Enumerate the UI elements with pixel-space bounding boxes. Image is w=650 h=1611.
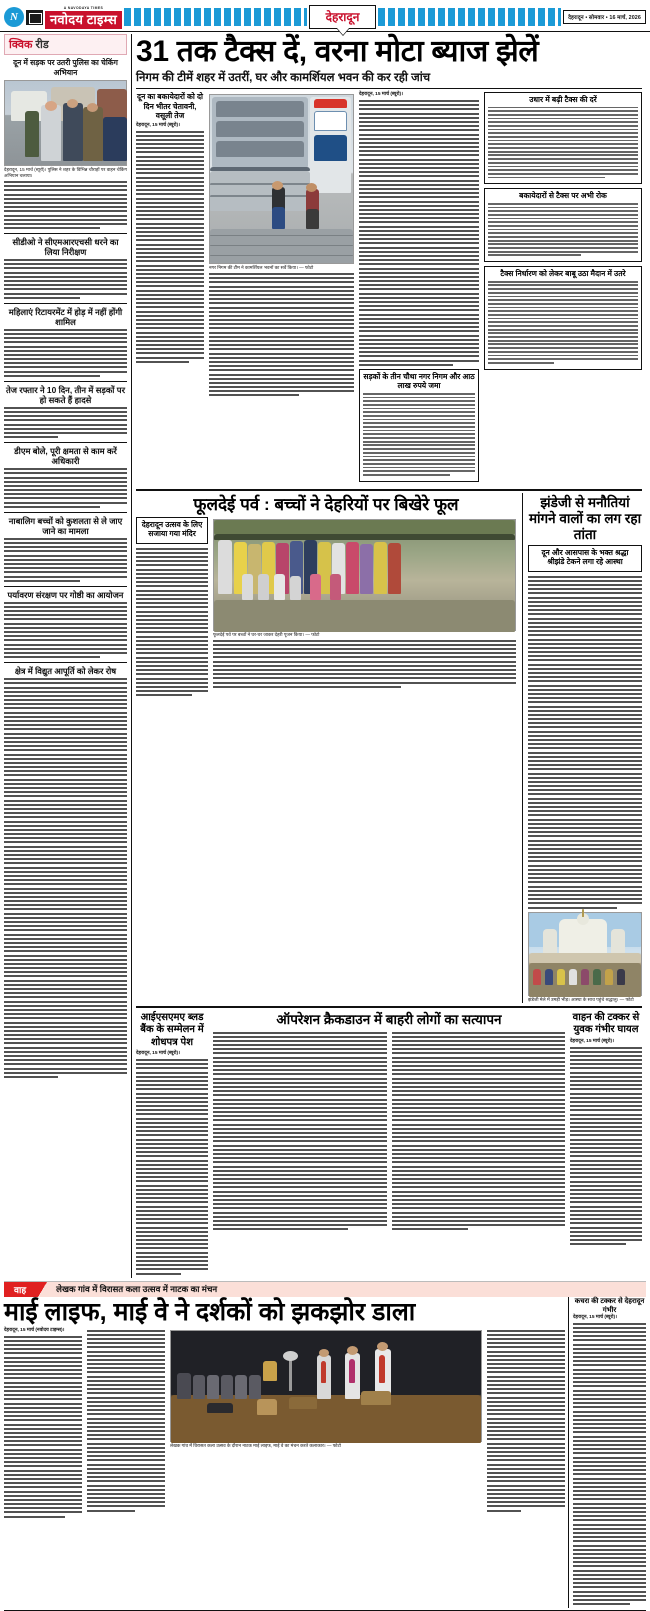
lead-col-3 — [359, 92, 479, 486]
lead-box-4 — [484, 266, 642, 369]
photo-commercial-building — [209, 94, 354, 264]
left-headline-7[interactable]: क्षेत्र में विद्युत आपूर्ति को लेकर रोष — [4, 662, 127, 676]
lower-headline-b[interactable]: ऑपरेशन क्रैकडाउन में बाहरी लोगों का सत्यापन — [276, 1011, 502, 1027]
photo-caption-jhandeji: झंडेजी मेले में उमड़ी भीड़। आस्था के साथ पहुंचे श्रद्धालु। — फोटो — [528, 996, 634, 1002]
newspaper-flag-icon — [26, 10, 43, 25]
section-divider-2 — [136, 1006, 642, 1008]
wah-banner — [4, 1281, 646, 1297]
photo-caption-police: देहरादून, 15 मार्च (ब्यूरो)। पुलिस ने शहर के विभिन्न चौराहों पर वाहन चेकिंग अभियान चलाया। — [4, 167, 127, 178]
left-body-3 — [4, 329, 127, 377]
lower-body-c — [570, 1047, 642, 1246]
logo-title: नवोदय टाइम्स — [45, 11, 122, 29]
masthead-bar-left — [124, 8, 307, 26]
bottom-side-title[interactable]: कचरा की टक्कर से देहरादून गंभीर — [574, 1297, 645, 1314]
wah-banner-text: लेखक गांव में विरासत कला उत्सव में नाटक का मंचन — [56, 1284, 218, 1295]
photo-jhandeji-temple — [528, 912, 642, 996]
bottom-headline[interactable]: माई लाइफ, माई वे ने दर्शकों को झकझोर डाला — [4, 1297, 416, 1326]
lower-col-b — [213, 1010, 565, 1278]
photo-police-checking — [4, 80, 127, 166]
lead-box3-title: सड़कों के तीन चौथा नगर निगम और आठ लाख रुपये जमा — [363, 371, 475, 391]
lead-box4-body — [488, 281, 638, 364]
bottom-columns — [4, 1326, 565, 1521]
left-body-6 — [4, 538, 127, 582]
photo-stage-drama — [170, 1330, 482, 1442]
main-column — [132, 34, 646, 1278]
lead-box2-title: बकायेदारों से टैक्स पर अभी रोक — [519, 191, 607, 201]
left-headline-3[interactable]: तेज रफ्तार ने 10 दिन, तीन में सड़कों पर हो सकते हैं हादसे — [4, 381, 127, 405]
lead-story-columns — [136, 92, 642, 486]
left-body-5 — [4, 468, 127, 508]
mid-headline[interactable]: फूलदेई पर्व : बच्चों ने देहरियों पर बिखेरे फूल — [193, 494, 459, 514]
lead-box-2 — [484, 188, 642, 262]
photo-caption-drama: लेखक गांव में विरासत कला उत्सव के दौरान नाटक माई लाइफ, माई वे का मंचन करते कलाकार। — फोटो — [170, 1442, 341, 1448]
quick-read-label: क्विक — [9, 39, 33, 51]
lead-box-3 — [359, 369, 479, 482]
left-body-8 — [4, 678, 127, 1078]
dateline: देहरादून • सोमवार • 16 मार्च, 2026 — [563, 10, 646, 24]
section-divider-1 — [136, 489, 642, 491]
masthead-bar-right — [378, 8, 561, 26]
lead-col-2 — [209, 92, 354, 486]
lower-col-c — [570, 1010, 642, 1278]
bottom-main — [4, 1297, 565, 1609]
lower-col-a — [136, 1010, 208, 1278]
left-body-2 — [4, 259, 127, 299]
left-headline-5[interactable]: नाबालिग बच्चों को कुशलता से ले जाए जाने का मामला — [4, 512, 127, 536]
lead-col-4 — [484, 92, 642, 486]
left-headline-1[interactable]: सीडीओ ने सीएमआरएचसी धरने का लिया निरीक्षण — [4, 233, 127, 257]
bottom-col-2 — [87, 1328, 165, 1521]
bottom-right-column — [568, 1297, 646, 1609]
bottom-byline: देहरादून, 15 मार्च (नवोदय टाइम्स)। — [4, 1327, 65, 1333]
lead-col2-body — [209, 273, 354, 396]
mid-right-box — [528, 545, 642, 572]
lower-body-b1 — [213, 1032, 387, 1231]
lead-box1-body — [488, 107, 638, 179]
lower-byline-a: देहरादून, 15 मार्च (ब्यूरो)। — [136, 1051, 180, 1057]
logo-tagline: A NAVODAYA TIMES — [63, 5, 104, 10]
lower-body-a — [136, 1059, 208, 1275]
mid-col-b-body — [213, 640, 516, 688]
bottom-body-1 — [4, 1336, 82, 1518]
lead-byline-1: देहरादून, 15 मार्च (ब्यूरो)। — [136, 122, 180, 128]
mid-right-box-title: दून और आसपास के भक्त श्रद्धा श्रीझंडे टेकने लगा रहे आस्था — [541, 547, 629, 567]
bottom-side-body — [573, 1323, 646, 1606]
bottom-side-byline: देहरादून, 15 मार्च (ब्यूरो)। — [573, 1314, 617, 1320]
lower-section — [136, 1010, 642, 1278]
quick-read-title — [9, 37, 122, 52]
lead-subheadline: निगम की टीमें शहर में उतरीं, घर और कामर्शियल भवन की कर रही जांच — [136, 70, 642, 89]
page-body — [0, 32, 650, 1278]
photo-phooldei-group — [213, 519, 516, 631]
bottom-section — [0, 1297, 650, 1609]
mid-right-column — [522, 493, 642, 1003]
lead-headline[interactable]: 31 तक टैक्स दें, वरना मोटा ब्याज झेलें — [136, 35, 539, 68]
lower-body-b2 — [392, 1032, 566, 1231]
lead-col3-body — [359, 100, 479, 366]
left-kicker: दून में सड़क पर उतरी पुलिस का चेकिंग अभियान — [13, 58, 118, 77]
mid-right-headline[interactable]: झंडेजी से मनौतियां मांगने वालों का लग रहा तांता — [528, 494, 642, 542]
lead-col-1 — [136, 92, 204, 486]
left-body-1 — [4, 181, 127, 229]
left-headline-2[interactable]: महिलाएं रिटायरमेंट में होड़ में नहीं होंगी शामिल — [4, 303, 127, 327]
mid-col-a — [136, 517, 208, 700]
mid-right-body — [528, 576, 642, 909]
quick-read-box — [4, 34, 127, 55]
bottom-col-4 — [487, 1328, 565, 1521]
mid-col-b — [213, 517, 516, 700]
wah-tag[interactable]: वाह — [4, 1282, 38, 1297]
mid-sidebox-title: देहरादून उत्सव के लिए सजाया गया मंदिर — [141, 519, 203, 539]
lead-col1-kicker: दून का बकायेदारों को दो दिन भीतर चेतावनी, वसूली तेज — [137, 92, 203, 120]
lead-box4-title: टैक्स निर्धारण को लेकर बाबू उठा मैदान में उतरे — [500, 269, 626, 279]
quick-read-label-sub: रीड — [35, 39, 49, 51]
mid-col-a-body — [136, 548, 208, 697]
masthead — [0, 0, 650, 32]
lead-col1-body — [136, 131, 204, 363]
left-column — [4, 34, 132, 1278]
bottom-col-1 — [4, 1328, 82, 1521]
lead-byline-2: देहरादून, 15 मार्च (ब्यूरो)। — [359, 92, 403, 97]
logo-mark-icon: N — [4, 7, 24, 27]
left-body-7 — [4, 602, 127, 658]
lead-box-1 — [484, 92, 642, 184]
mid-section — [136, 493, 642, 1003]
lower-byline-c: देहरादून, 15 मार्च (ब्यूरो)। — [570, 1038, 614, 1044]
lead-box2-body — [488, 203, 638, 256]
left-body-4 — [4, 407, 127, 438]
photo-caption-building: नगर निगम की टीम ने कामर्शियल भवनों का सर्वे किया। — फोटो — [209, 265, 314, 270]
bottom-col-photo — [170, 1328, 482, 1521]
mid-sidebox — [136, 517, 208, 544]
left-headline-4[interactable]: डीएम बोले, पूरी क्षमता से काम करें अधिकारी — [4, 442, 127, 466]
mid-left — [136, 493, 516, 1003]
lead-box1-title: उधार में बढ़ी टैक्स की दरें — [529, 95, 597, 104]
newspaper-logo[interactable] — [4, 6, 122, 29]
left-headline-6[interactable]: पर्यावरण संरक्षण पर गोष्ठी का आयोजन — [4, 586, 127, 600]
bottom-body-4 — [487, 1330, 565, 1512]
lower-headline-c[interactable]: वाहन की टक्कर से युवक गंभीर घायल — [572, 1011, 640, 1036]
lower-headline-a[interactable]: आईएसएमए ब्लड बैंक के सम्मेलन में शोधपत्र पेश — [140, 1011, 204, 1048]
edition-tag[interactable]: देहरादून — [309, 5, 377, 29]
bottom-body-2 — [87, 1330, 165, 1512]
photo-caption-phooldei: फूलदेई पर्व पर बच्चों ने घर-घर जाकर देहरी पूजन किया। — फोटो — [213, 631, 320, 637]
lead-box3-body — [363, 393, 475, 476]
